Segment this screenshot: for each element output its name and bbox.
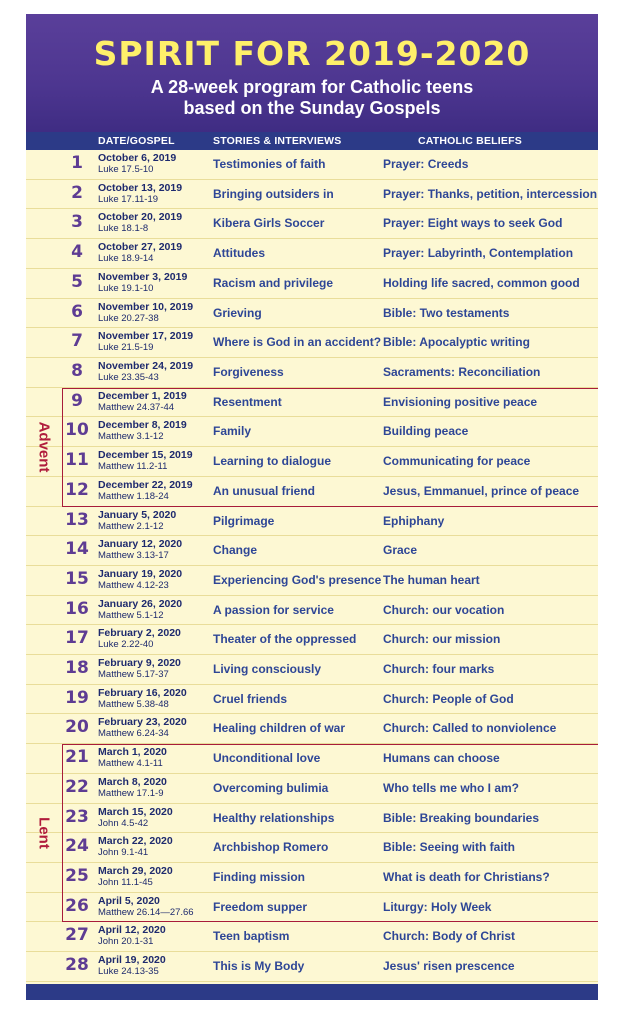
table-row xyxy=(26,536,598,566)
row-gospel: Matthew 4.12-23 xyxy=(98,579,169,591)
row-date: January 26, 2020 xyxy=(98,597,183,610)
row-gospel: Matthew 6.24-34 xyxy=(98,728,169,740)
row-belief: Jesus, Emmanuel, prince of peace xyxy=(383,483,580,498)
row-story: Racism and privilege xyxy=(213,275,334,290)
table-row xyxy=(26,596,598,626)
table-row xyxy=(26,150,598,180)
row-gospel: John 20.1-31 xyxy=(98,936,154,948)
row-story: Resentment xyxy=(213,394,282,409)
table-row xyxy=(26,685,598,715)
row-date: December 1, 2019 xyxy=(98,389,187,402)
row-date: March 1, 2020 xyxy=(98,746,167,759)
subtitle-line-1: A 28-week program for Catholic teens xyxy=(150,77,474,97)
row-story: Archbishop Romero xyxy=(213,840,329,855)
row-date: February 16, 2020 xyxy=(98,686,187,699)
row-story: Finding mission xyxy=(213,870,305,885)
row-date: March 8, 2020 xyxy=(98,775,167,788)
row-belief: Church: People of God xyxy=(383,691,514,706)
week-number: 18 xyxy=(65,658,89,679)
row-story: Kibera Girls Soccer xyxy=(213,216,325,231)
row-date: January 19, 2020 xyxy=(98,567,183,580)
row-date: January 5, 2020 xyxy=(98,508,177,521)
row-story: Freedom supper xyxy=(213,899,308,914)
week-number: 2 xyxy=(71,182,83,203)
week-number: 5 xyxy=(71,271,83,292)
row-belief: What is death for Christians? xyxy=(383,870,550,885)
row-gospel: Luke 19.1-10 xyxy=(98,282,154,294)
row-date: March 15, 2020 xyxy=(98,805,173,818)
column-header-stories: STORIES & INTERVIEWS xyxy=(213,135,342,147)
row-belief: Bible: Breaking boundaries xyxy=(383,810,540,825)
week-number: 4 xyxy=(71,242,83,263)
row-gospel: Luke 17.11-19 xyxy=(98,193,159,205)
row-gospel: Luke 2.22-40 xyxy=(98,639,154,651)
row-belief: Sacraments: Reconciliation xyxy=(383,364,541,379)
row-story: Attitudes xyxy=(213,246,265,261)
row-gospel: Luke 17.5-10 xyxy=(98,164,154,175)
week-number: 28 xyxy=(65,955,89,976)
row-gospel: John 9.1-41 xyxy=(98,847,149,859)
row-date: October 13, 2019 xyxy=(98,181,183,194)
row-gospel: Luke 24.13-35 xyxy=(98,966,159,978)
subtitle xyxy=(26,77,598,119)
row-date: January 12, 2020 xyxy=(98,538,183,551)
row-story: Healthy relationships xyxy=(213,810,335,825)
row-date: December 22, 2019 xyxy=(98,478,193,491)
table-row xyxy=(26,269,598,299)
row-gospel: Luke 21.5-19 xyxy=(98,342,154,354)
row-story: Pilgrimage xyxy=(213,513,275,528)
table-row xyxy=(26,714,598,744)
row-gospel: Matthew 3.13-17 xyxy=(98,550,169,562)
row-date: March 22, 2020 xyxy=(98,835,173,848)
week-number: 1 xyxy=(71,153,83,173)
week-number: 10 xyxy=(65,420,89,441)
page-title: SPIRIT FOR 2019-2020 xyxy=(93,34,531,73)
row-belief: Ephiphany xyxy=(383,513,445,528)
row-gospel: Matthew 26.14—27.66 xyxy=(98,906,194,918)
program-card xyxy=(26,14,598,1000)
season-label-lent: Lent xyxy=(35,817,53,850)
row-belief: Prayer: Labyrinth, Contemplation xyxy=(383,246,574,261)
row-date: April 19, 2020 xyxy=(98,954,166,967)
row-belief: Bible: Apocalyptic writing xyxy=(383,335,530,350)
row-belief: Jesus' risen prescence xyxy=(383,959,515,974)
column-header-bar xyxy=(26,132,598,150)
row-date: December 8, 2019 xyxy=(98,419,187,432)
row-date: November 10, 2019 xyxy=(98,300,194,313)
row-gospel: Luke 18.1-8 xyxy=(98,223,149,235)
week-number: 25 xyxy=(65,866,89,887)
week-number: 3 xyxy=(71,212,83,233)
season-label-advent: Advent xyxy=(35,421,53,473)
row-gospel: Matthew 24.37-44 xyxy=(98,401,175,413)
row-belief: Church: four marks xyxy=(383,662,495,677)
table-row xyxy=(26,507,598,537)
week-number: 7 xyxy=(71,331,83,352)
row-belief: Prayer: Creeds xyxy=(383,157,469,171)
header-banner xyxy=(26,14,598,132)
row-belief: Building peace xyxy=(383,424,469,439)
row-story: Teen baptism xyxy=(213,929,290,944)
row-date: November 24, 2019 xyxy=(98,359,194,372)
row-story: Bringing outsiders in xyxy=(213,186,334,201)
week-number: 15 xyxy=(65,568,89,589)
row-date: November 3, 2019 xyxy=(98,270,188,283)
row-gospel: Matthew 4.1-11 xyxy=(98,758,163,770)
row-story: Forgiveness xyxy=(213,364,284,379)
row-gospel: Matthew 1.18-24 xyxy=(98,490,169,502)
row-date: October 20, 2019 xyxy=(98,211,183,224)
row-belief: The human heart xyxy=(383,572,480,587)
row-story: Testimonies of faith xyxy=(213,157,326,171)
row-story: Overcoming bulimia xyxy=(213,780,329,795)
row-date: April 5, 2020 xyxy=(98,894,160,907)
table-row xyxy=(26,566,598,596)
week-number: 21 xyxy=(65,747,89,768)
row-gospel: Matthew 5.17-37 xyxy=(98,669,169,681)
week-number: 22 xyxy=(65,776,89,797)
table-row xyxy=(26,358,598,388)
table-row xyxy=(26,180,598,210)
row-belief: Bible: Seeing with faith xyxy=(383,840,516,855)
row-story: Theater of the oppressed xyxy=(213,632,357,647)
row-story: An unusual friend xyxy=(213,483,315,498)
row-story: Unconditional love xyxy=(213,751,321,766)
row-date: October 6, 2019 xyxy=(98,152,177,164)
week-number: 8 xyxy=(71,360,83,381)
week-number: 23 xyxy=(65,806,89,827)
row-gospel: Matthew 3.1-12 xyxy=(98,431,164,443)
week-number: 11 xyxy=(65,450,89,471)
row-gospel: Matthew 11.2-11 xyxy=(98,461,168,473)
row-story: A passion for service xyxy=(213,602,334,617)
row-gospel: Luke 20.27-38 xyxy=(98,312,159,324)
row-belief: Church: our vocation xyxy=(383,602,505,617)
week-number: 13 xyxy=(65,509,89,530)
season-bracket-lent xyxy=(62,744,598,922)
row-story: Family xyxy=(213,424,252,439)
table-row xyxy=(26,328,598,358)
row-gospel: Matthew 17.1-9 xyxy=(98,787,164,799)
schedule-table xyxy=(26,150,598,982)
week-number: 17 xyxy=(65,628,89,649)
row-story: Living consciously xyxy=(213,662,322,677)
row-belief: Holding life sacred, common good xyxy=(383,275,580,290)
row-belief: Church: Called to nonviolence xyxy=(383,721,557,736)
row-story: Grieving xyxy=(213,305,262,320)
row-date: October 27, 2019 xyxy=(98,241,183,254)
row-belief: Communicating for peace xyxy=(383,454,531,469)
subtitle-line-2: based on the Sunday Gospels xyxy=(183,98,441,118)
season-bracket-advent xyxy=(62,388,598,507)
row-belief: Church: Body of Christ xyxy=(383,929,515,944)
row-story: Where is God in an accident? xyxy=(213,335,382,350)
row-story: Cruel friends xyxy=(213,691,288,706)
footer-bar xyxy=(26,984,598,1000)
row-belief: Envisioning positive peace xyxy=(383,394,538,409)
row-date: December 15, 2019 xyxy=(98,449,193,462)
week-number: 9 xyxy=(71,390,83,411)
row-date: November 17, 2019 xyxy=(98,330,194,343)
row-gospel: Luke 18.9-14 xyxy=(98,253,154,265)
row-gospel: Luke 23.35-43 xyxy=(98,371,159,383)
row-date: February 2, 2020 xyxy=(98,627,181,640)
week-number: 26 xyxy=(65,895,89,916)
row-story: This is My Body xyxy=(213,959,305,974)
column-header-beliefs: CATHOLIC BELIEFS xyxy=(418,135,522,147)
table-row xyxy=(26,625,598,655)
week-number: 6 xyxy=(71,301,83,322)
row-belief: Prayer: Thanks, petition, intercession xyxy=(383,186,598,201)
table-row xyxy=(26,299,598,329)
row-gospel: Matthew 2.1-12 xyxy=(98,520,164,532)
table-row xyxy=(26,209,598,239)
week-number: 19 xyxy=(65,687,89,708)
row-story: Healing children of war xyxy=(213,721,346,736)
row-date: February 9, 2020 xyxy=(98,657,181,670)
row-story: Experiencing God's presence xyxy=(213,572,382,587)
table-row xyxy=(26,952,598,982)
row-story: Learning to dialogue xyxy=(213,454,332,469)
row-belief: Liturgy: Holy Week xyxy=(383,899,492,914)
row-story: Change xyxy=(213,543,258,558)
week-number: 20 xyxy=(65,717,89,738)
row-date: April 12, 2020 xyxy=(98,924,166,937)
week-number: 14 xyxy=(65,539,89,560)
table-row xyxy=(26,655,598,685)
row-gospel: John 11.1-45 xyxy=(98,877,153,889)
row-belief: Who tells me who I am? xyxy=(383,780,520,795)
column-header-date: DATE/GOSPEL xyxy=(98,135,175,147)
table-row xyxy=(26,239,598,269)
row-belief: Grace xyxy=(383,543,418,558)
week-number: 12 xyxy=(65,479,89,500)
row-belief: Church: our mission xyxy=(383,632,501,647)
table-row xyxy=(26,922,598,952)
week-number: 27 xyxy=(65,925,89,946)
week-number: 24 xyxy=(65,836,89,857)
row-gospel: John 4.5-42 xyxy=(98,817,149,829)
row-belief: Humans can choose xyxy=(383,751,500,766)
row-belief: Bible: Two testaments xyxy=(383,305,510,320)
row-gospel: Matthew 5.38-48 xyxy=(98,698,169,710)
row-belief: Prayer: Eight ways to seek God xyxy=(383,216,563,231)
row-date: March 29, 2020 xyxy=(98,865,173,878)
week-number: 16 xyxy=(65,598,89,619)
row-gospel: Matthew 5.1-12 xyxy=(98,609,164,621)
row-date: February 23, 2020 xyxy=(98,716,187,729)
